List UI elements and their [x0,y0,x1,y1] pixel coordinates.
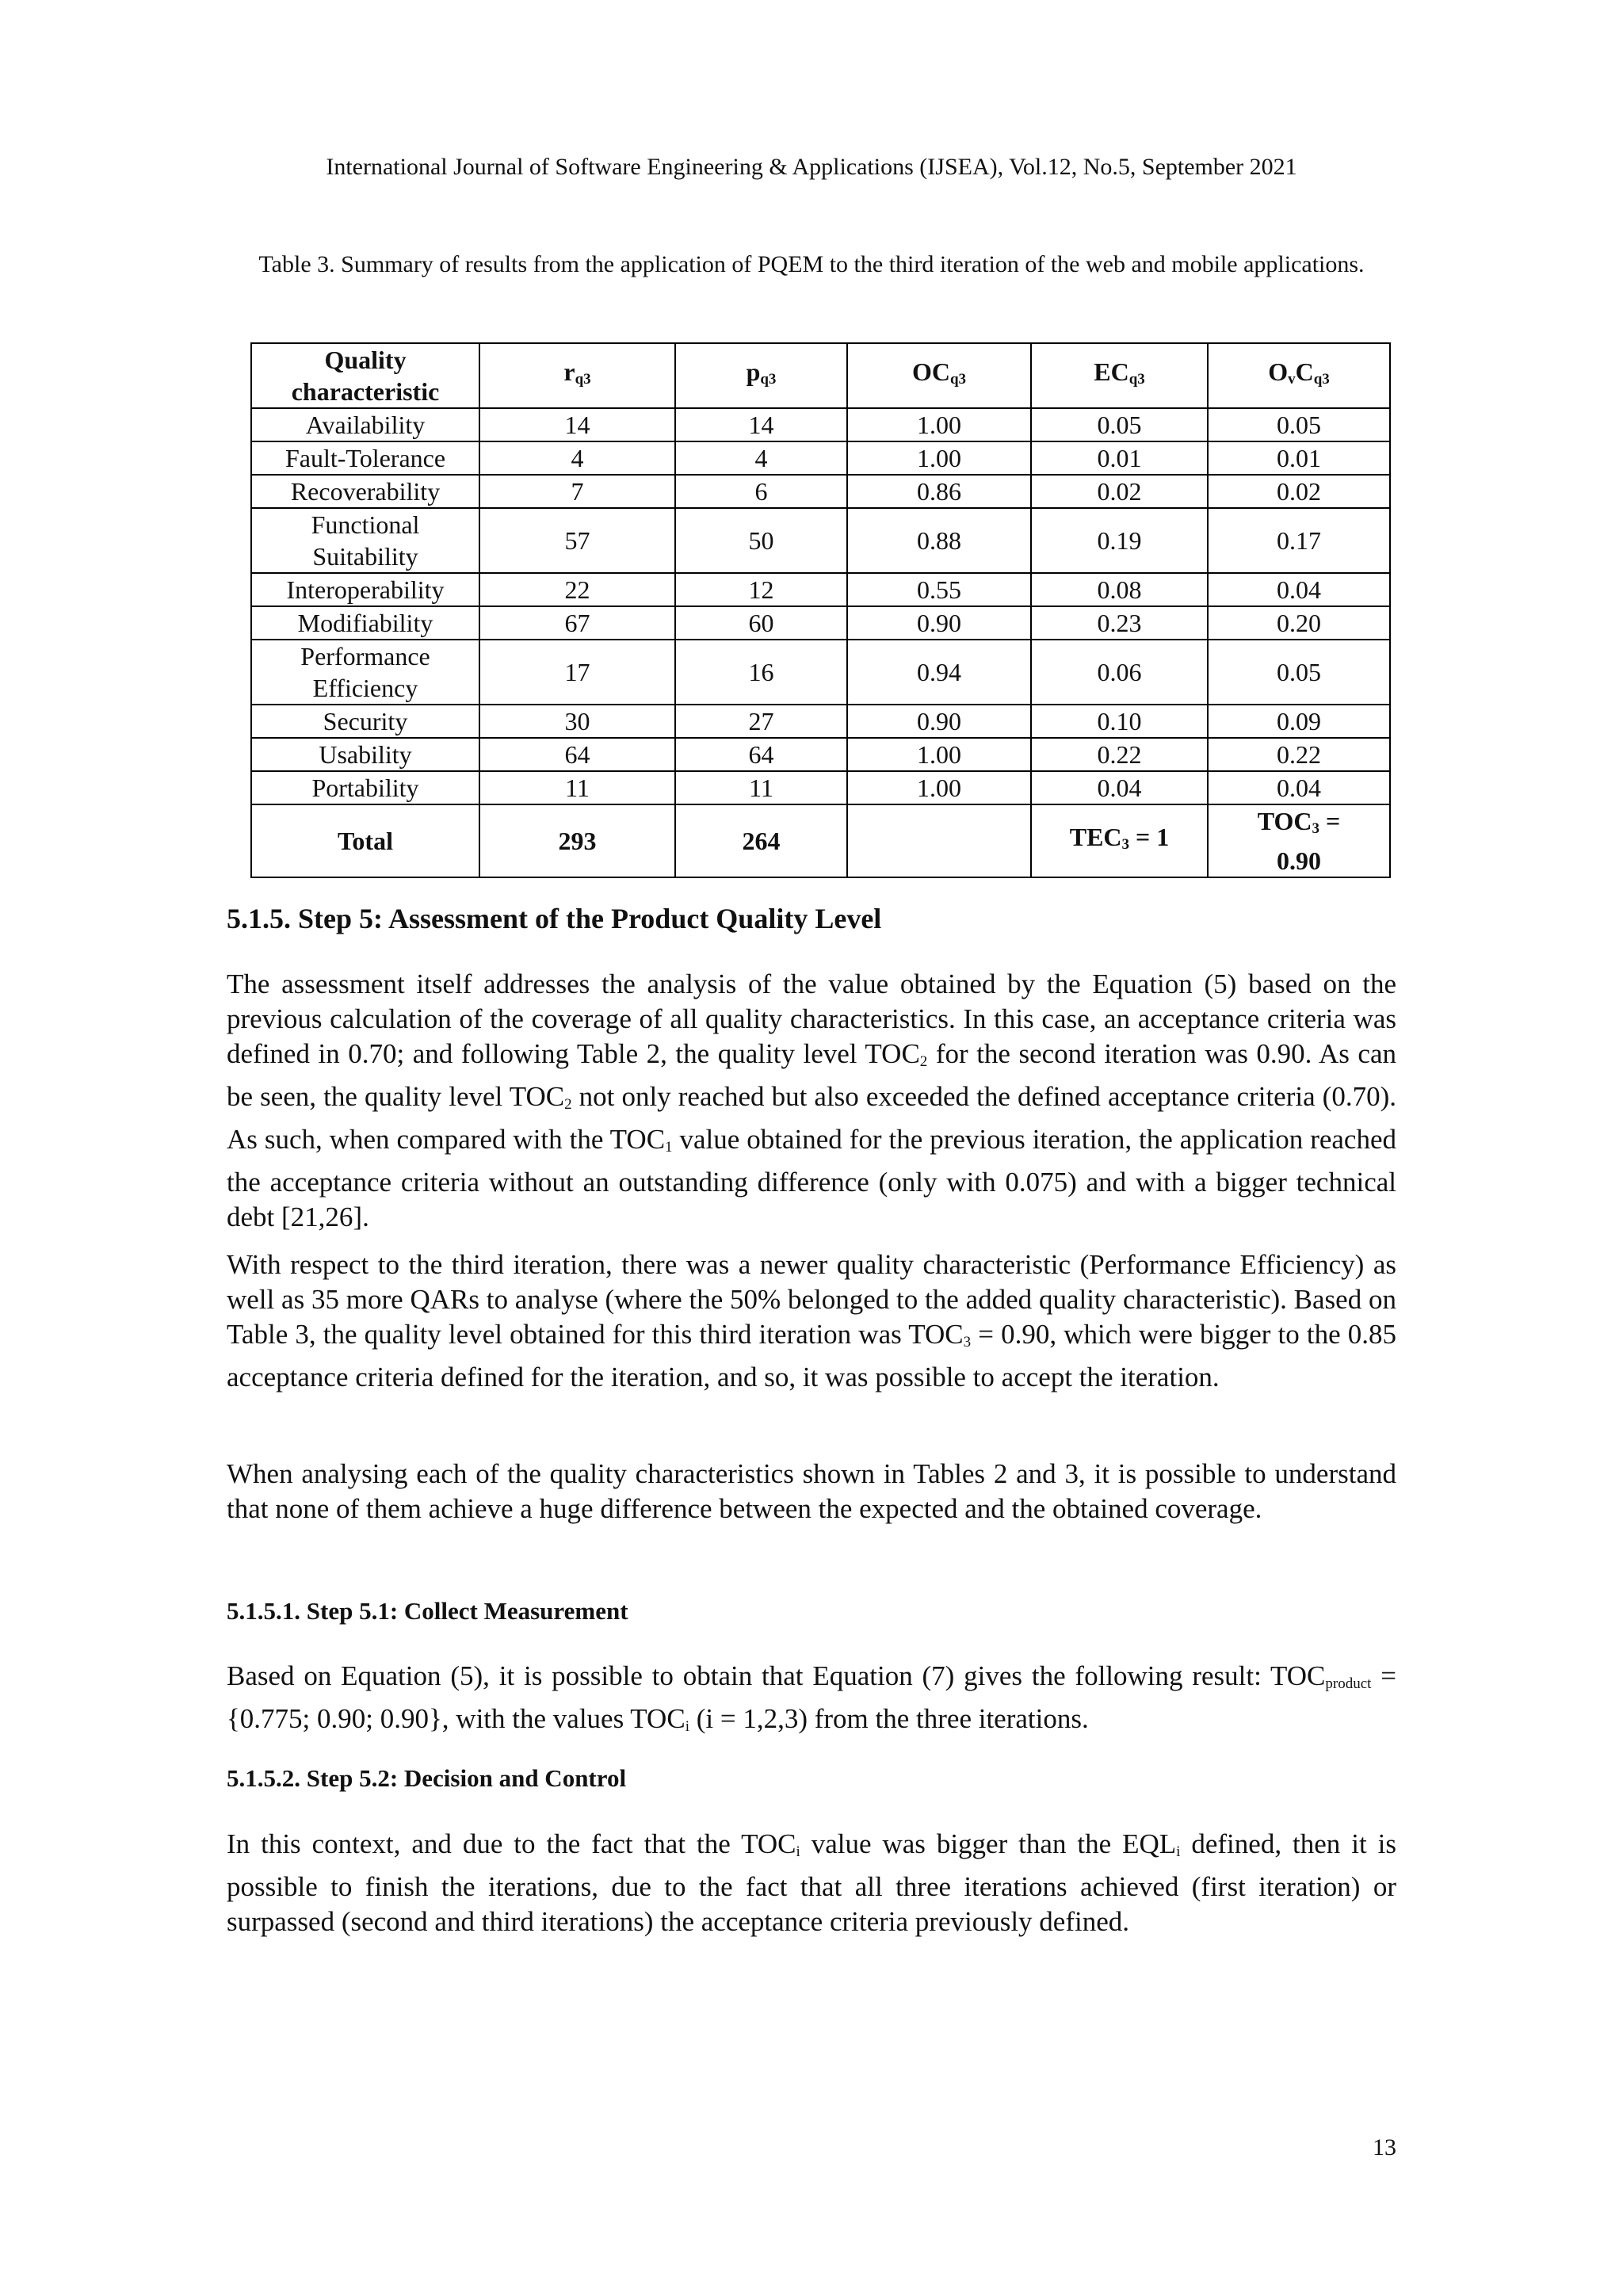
cell-ec: 0.23 [1031,606,1208,640]
table-header-row [251,343,1390,408]
cell-p: 27 [675,705,847,738]
cell-ovc: 0.05 [1208,640,1390,705]
table-row [251,508,1390,573]
cell-r: 17 [479,640,675,705]
table-row [251,606,1390,640]
subsection-title-decision: 5.1.5.2. Step 5.2: Decision and Control [227,1764,627,1792]
cell-p: 60 [675,606,847,640]
cell-ovc: 0.02 [1208,475,1390,508]
cell-p: 11 [675,771,847,804]
cell-p: 14 [675,408,847,441]
header-ec-q3: $EC_{q3}$ [1031,343,1208,408]
table-row [251,475,1390,508]
cell-oc: 0.90 [847,705,1031,738]
paragraph-third-iteration: With respect to the third iteration, there was a newer quality characteristic (Performance Efficiency) as well as 35 more QARs to analyse (where the 50% belonged to the added quality characteristic). Based on Table 3, the quality level obtained for this third iteration was $TOC_3 = 0.90$, which were bigger to the 0.85 acceptance criteria defined for the iteration, and so, it was possible to accept the iteration. [227,1249,1396,1392]
cell-ec: 0.01 [1031,441,1208,475]
cell-ec: 0.10 [1031,705,1208,738]
paragraph-assessment: The assessment itself addresses the analysis of the value obtained by the Equation (5) based on the previous calculation of the coverage of all quality characteristics. In this case, an acceptance criteria was defined in 0.70; and following Table 2, the quality level $TOC_2$ for the second iteration was 0.90. As can be seen, the quality level $TOC_2$ not only reached but also exceeded the defined acceptance criteria (0.70). As such, when compared with the $TOC_1$ value obtained for the previous iteration, the application reached the acceptance criteria without an outstanding difference (only with 0.075) and with a bigger technical debt [21,26]. [227,968,1396,1232]
cell-oc: 0.88 [847,508,1031,573]
paragraph-analysis: When analysing each of the quality characteristics shown in Tables 2 and 3, it is possible to understand that none of them achieve a huge difference between the expected and the obtained coverage. [227,1458,1396,1524]
cell-r: 22 [479,573,675,606]
cell-ovc: 0.04 [1208,771,1390,804]
table-row [251,573,1390,606]
cell-ec: 0.08 [1031,573,1208,606]
cell-oc: 0.55 [847,573,1031,606]
cell-ovc: 0.17 [1208,508,1390,573]
subsection-title-collect: 5.1.5.1. Step 5.1: Collect Measurement [227,1597,628,1625]
header-oc-q3: $OC_{q3}$ [847,343,1031,408]
row-name: Portability [251,771,479,804]
cell-r: 11 [479,771,675,804]
cell-ovc: 0.22 [1208,738,1390,771]
cell-ec: 0.05 [1031,408,1208,441]
cell-ec: 0.22 [1031,738,1208,771]
row-name: Functional Suitability [251,508,479,573]
table-row [251,441,1390,475]
table-row [251,705,1390,738]
cell-ec: 0.19 [1031,508,1208,573]
cell-ec: 0.02 [1031,475,1208,508]
cell-r: 64 [479,738,675,771]
cell-r: 7 [479,475,675,508]
table-caption: Table 3. Summary of results from the application of PQEM to the third iteration of the web and mobile applications. [258,251,1365,277]
table-row [251,408,1390,441]
header-quality-characteristic: Quality characteristic [251,343,479,408]
cell-oc: 0.86 [847,475,1031,508]
header-p-q3: $p_{q3}$ [675,343,847,408]
row-name: Security [251,705,479,738]
total-label: Total [251,804,479,877]
cell-p: 4 [675,441,847,475]
cell-ovc: 0.20 [1208,606,1390,640]
running-header: International Journal of Software Engineering & Applications (IJSEA), Vol.12, No.5, September 2021 [326,154,1297,180]
cell-ovc: 0.04 [1208,573,1390,606]
cell-ec: 0.04 [1031,771,1208,804]
header-r-q3: $r_{q3}$ [479,343,675,408]
paragraph-decision: In this context, and due to the fact that the $TOC_i$ value was bigger than the $EQL_i$ defined, then it is possible to finish the iterations, due to the fact that all three iterations achieved (first iteration) or surpassed (second and third iterations) the acceptance criteria previously defined. [227,1828,1396,1937]
cell-r: 30 [479,705,675,738]
row-name: Modifiability [251,606,479,640]
paragraph-collect: Based on Equation (5), it is possible to obtain that Equation (7) gives the following result: $TOC_{product} = \{0.775$; 0.90; 0.90}, with the values $TOC_i$ (i = 1,2,3) from the three iterations. [227,1660,1396,1735]
cell-oc: 0.94 [847,640,1031,705]
cell-r: 4 [479,441,675,475]
row-name: Interoperability [251,573,479,606]
cell-oc: 0.90 [847,606,1031,640]
cell-p: 50 [675,508,847,573]
cell-r: 67 [479,606,675,640]
row-name: Recoverability [251,475,479,508]
cell-oc: 1.00 [847,771,1031,804]
table-row [251,771,1390,804]
total-tec: $TEC_3 = 1$ [1031,804,1208,877]
total-oc [847,804,1031,877]
row-name: Availability [251,408,479,441]
row-name: Performance Efficiency [251,640,479,705]
row-name: Usability [251,738,479,771]
cell-oc: 1.00 [847,408,1031,441]
total-toc: $TOC_3$ = 0.90 [1208,804,1390,877]
page-number: 13 [1373,2134,1396,2160]
cell-p: 16 [675,640,847,705]
section-title: 5.1.5. Step 5: Assessment of the Product Quality Level [227,903,882,934]
cell-ec: 0.06 [1031,640,1208,705]
cell-ovc: 0.01 [1208,441,1390,475]
cell-ovc: 0.05 [1208,408,1390,441]
total-r: 293 [479,804,675,877]
table-row [251,640,1390,705]
total-p: 264 [675,804,847,877]
cell-r: 57 [479,508,675,573]
row-name: Fault-Tolerance [251,441,479,475]
cell-p: 6 [675,475,847,508]
cell-r: 14 [479,408,675,441]
table-total-row [251,804,1390,877]
cell-oc: 1.00 [847,738,1031,771]
cell-p: 12 [675,573,847,606]
table-row [251,738,1390,771]
cell-oc: 1.00 [847,441,1031,475]
results-table [250,342,1391,878]
cell-ovc: 0.09 [1208,705,1390,738]
header-ovc-q3: $O_vC_{q3}$ [1208,343,1390,408]
cell-p: 64 [675,738,847,771]
